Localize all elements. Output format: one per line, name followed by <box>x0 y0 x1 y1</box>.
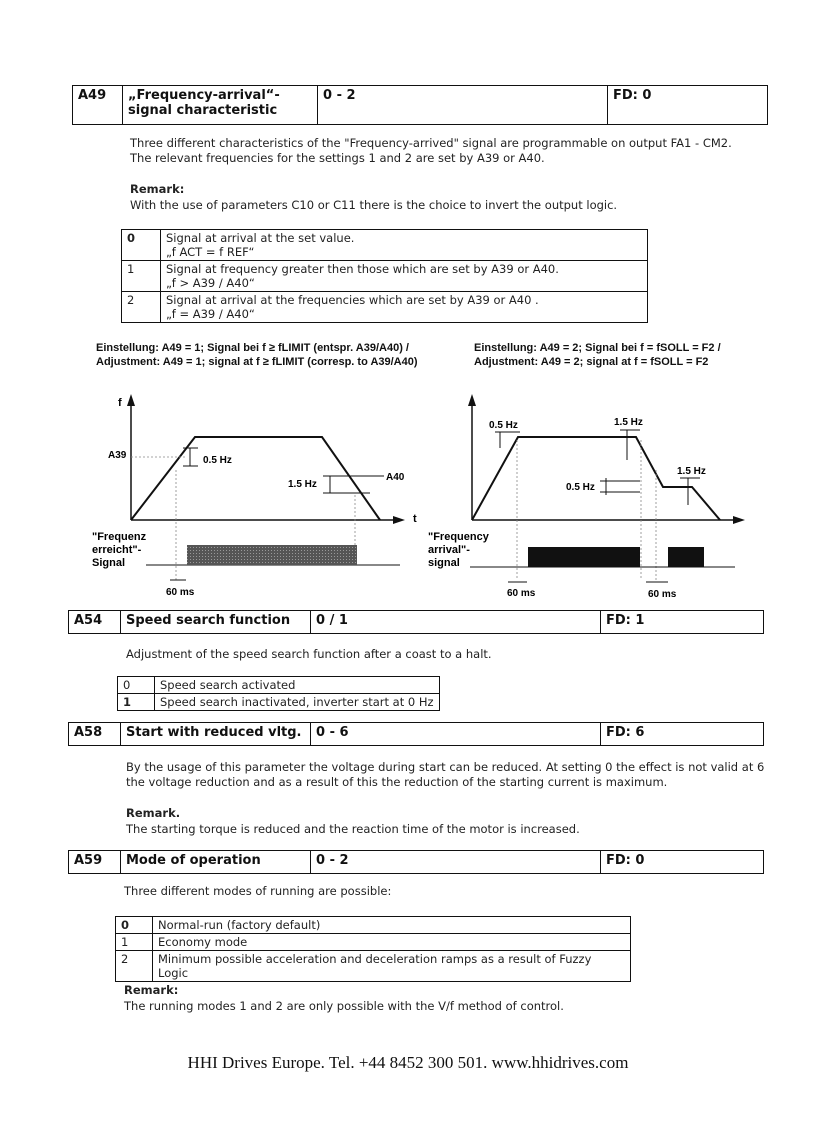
delay-label: 60 ms <box>166 587 195 598</box>
option-line2: „f > A39 / A40“ <box>166 276 255 290</box>
caption-left-de: Einstellung: A49 = 1; Signal bei f ≥ fLIMIT (entspr. A39/A40) / <box>96 342 409 354</box>
option-number: 1 <box>116 934 153 951</box>
option-text <box>161 292 648 323</box>
option-number: 2 <box>116 951 153 982</box>
option-line1: Signal at arrival at the frequencies which are set by A39 or A40 . <box>166 293 539 307</box>
a49-desc-line2: The relevant frequencies for the settings 1 and 2 are set by A39 or A40. <box>130 151 545 165</box>
a59-remark-label: Remark: <box>124 983 179 997</box>
table-row <box>116 951 631 982</box>
caption-right-de: Einstellung: A49 = 2; Signal bei f = fSOLL = F2 / <box>474 342 721 354</box>
diagram-left <box>92 394 417 598</box>
option-number: 1 <box>118 694 155 711</box>
table-row <box>122 261 648 292</box>
param-code: A59 <box>69 851 121 873</box>
label-1-5hz-b: 1.5 Hz <box>677 466 706 477</box>
label-hyst-1-5hz: 1.5 Hz <box>288 479 317 490</box>
param-factory-default: FD: 0 <box>606 853 645 868</box>
label-0-5hz-b: 0.5 Hz <box>566 482 595 493</box>
param-title: Speed search function <box>121 611 311 633</box>
param-header-a54 <box>68 610 764 634</box>
param-factory-default: FD: 6 <box>606 725 645 740</box>
label-a39: A39 <box>108 450 127 461</box>
a59-description: Three different modes of running are possible: <box>124 884 392 898</box>
table-row <box>118 694 440 711</box>
a49-description <box>130 136 770 166</box>
option-text: Economy mode <box>153 934 631 951</box>
label-hyst-0-5hz: 0.5 Hz <box>203 455 232 466</box>
param-title-line1: „Frequency-arrival“- <box>128 88 280 103</box>
axis-t-label: t <box>413 513 417 525</box>
a59-remark-text: The running modes 1 and 2 are only possible with the V/f method of control. <box>124 999 564 1013</box>
table-row <box>122 230 648 261</box>
a54-options-table <box>117 676 440 711</box>
signal-active-bar <box>668 547 704 567</box>
delay-label: 60 ms <box>648 589 677 600</box>
signal-active-bar <box>187 545 357 565</box>
param-range: 0 - 6 <box>311 723 601 745</box>
param-code: A54 <box>69 611 121 633</box>
param-code: A49 <box>73 86 123 124</box>
a49-remark-label: Remark: <box>130 182 185 196</box>
diagram-right <box>428 394 745 600</box>
caption-right <box>474 341 721 369</box>
t-axis-arrow-icon <box>733 516 745 524</box>
t-axis-arrow-icon <box>393 516 405 524</box>
a49-desc-line1: Three different characteristics of the "Frequency-arrived" signal are programmable on output FA1 - CM2. <box>130 136 732 150</box>
signal-label-line: arrival"- <box>428 544 470 556</box>
a49-remark-text: With the use of parameters C10 or C11 there is the choice to invert the output logic. <box>130 198 618 212</box>
label-a40: A40 <box>386 472 405 483</box>
table-row <box>118 677 440 694</box>
table-row <box>116 934 631 951</box>
a58-desc-line2: the voltage reduction and as a result of this the reduction of the starting current is maximum. <box>126 775 668 789</box>
param-range: 0 / 1 <box>311 611 601 633</box>
option-number: 0 <box>118 677 155 694</box>
caption-right-en: Adjustment: A49 = 2; signal at f = fSOLL = F2 <box>474 356 709 368</box>
signal-label-line: "Frequency <box>428 531 489 543</box>
table-row <box>116 917 631 934</box>
signal-active-bar <box>528 547 640 567</box>
signal-label-line: Signal <box>92 557 126 569</box>
param-range: 0 - 2 <box>311 851 601 873</box>
label-1-5hz: 1.5 Hz <box>614 417 643 428</box>
param-factory-default: FD: 1 <box>606 613 645 628</box>
option-line2: „f ACT = f REF“ <box>166 245 255 259</box>
frequency-ramp <box>131 437 380 520</box>
option-text <box>161 261 648 292</box>
param-title: Start with reduced vltg. <box>121 723 311 745</box>
option-number: 1 <box>122 261 161 292</box>
table-row <box>122 292 648 323</box>
option-text: Minimum possible acceleration and deceleration ramps as a result of Fuzzy Logic <box>153 951 631 982</box>
option-number: 0 <box>116 917 153 934</box>
a58-remark-label: Remark. <box>126 806 181 820</box>
signal-label-line: erreicht"- <box>92 544 142 556</box>
option-text: Speed search activated <box>155 677 440 694</box>
a49-options-table <box>121 229 648 323</box>
param-header-a59 <box>68 850 764 874</box>
frequency-arrival-diagrams <box>0 385 816 605</box>
option-text: Speed search inactivated, inverter start at 0 Hz <box>155 694 440 711</box>
option-line1: Signal at arrival at the set value. <box>166 231 355 245</box>
option-text: Normal-run (factory default) <box>153 917 631 934</box>
option-number: 0 <box>122 230 161 261</box>
param-code: A58 <box>69 723 121 745</box>
f-axis-arrow-icon <box>127 394 135 406</box>
a58-description <box>126 760 766 790</box>
axis-f-label: f <box>118 397 122 409</box>
param-title <box>123 86 318 124</box>
param-title: Mode of operation <box>121 851 311 873</box>
a58-remark-text: The starting torque is reduced and the reaction time of the motor is increased. <box>126 822 580 836</box>
option-number: 2 <box>122 292 161 323</box>
page-footer: HHI Drives Europe. Tel. +44 8452 300 501. www.hhidrives.com <box>187 1053 629 1072</box>
option-line1: Signal at frequency greater then those which are set by A39 or A40. <box>166 262 559 276</box>
caption-left-en: Adjustment: A49 = 1; signal at f ≥ fLIMIT (corresp. to A39/A40) <box>96 356 418 368</box>
param-header-a49 <box>72 85 768 125</box>
a54-description: Adjustment of the speed search function after a coast to a halt. <box>126 647 492 661</box>
option-line2: „f = A39 / A40“ <box>166 307 255 321</box>
signal-label-line: "Frequenz <box>92 531 147 543</box>
f-axis-arrow-icon <box>468 394 476 406</box>
option-text <box>161 230 648 261</box>
label-0-5hz: 0.5 Hz <box>489 420 518 431</box>
a58-desc-line1: By the usage of this parameter the voltage during start can be reduced. At setting 0 the effect is not valid at 6 <box>126 760 765 774</box>
param-range: 0 - 2 <box>318 86 608 124</box>
caption-left <box>96 341 418 369</box>
signal-label-line: signal <box>428 557 460 569</box>
param-header-a58 <box>68 722 764 746</box>
param-factory-default: FD: 0 <box>613 88 652 103</box>
delay-label: 60 ms <box>507 588 536 599</box>
param-title-line2: signal characteristic <box>128 103 278 118</box>
a59-options-table <box>115 916 631 982</box>
